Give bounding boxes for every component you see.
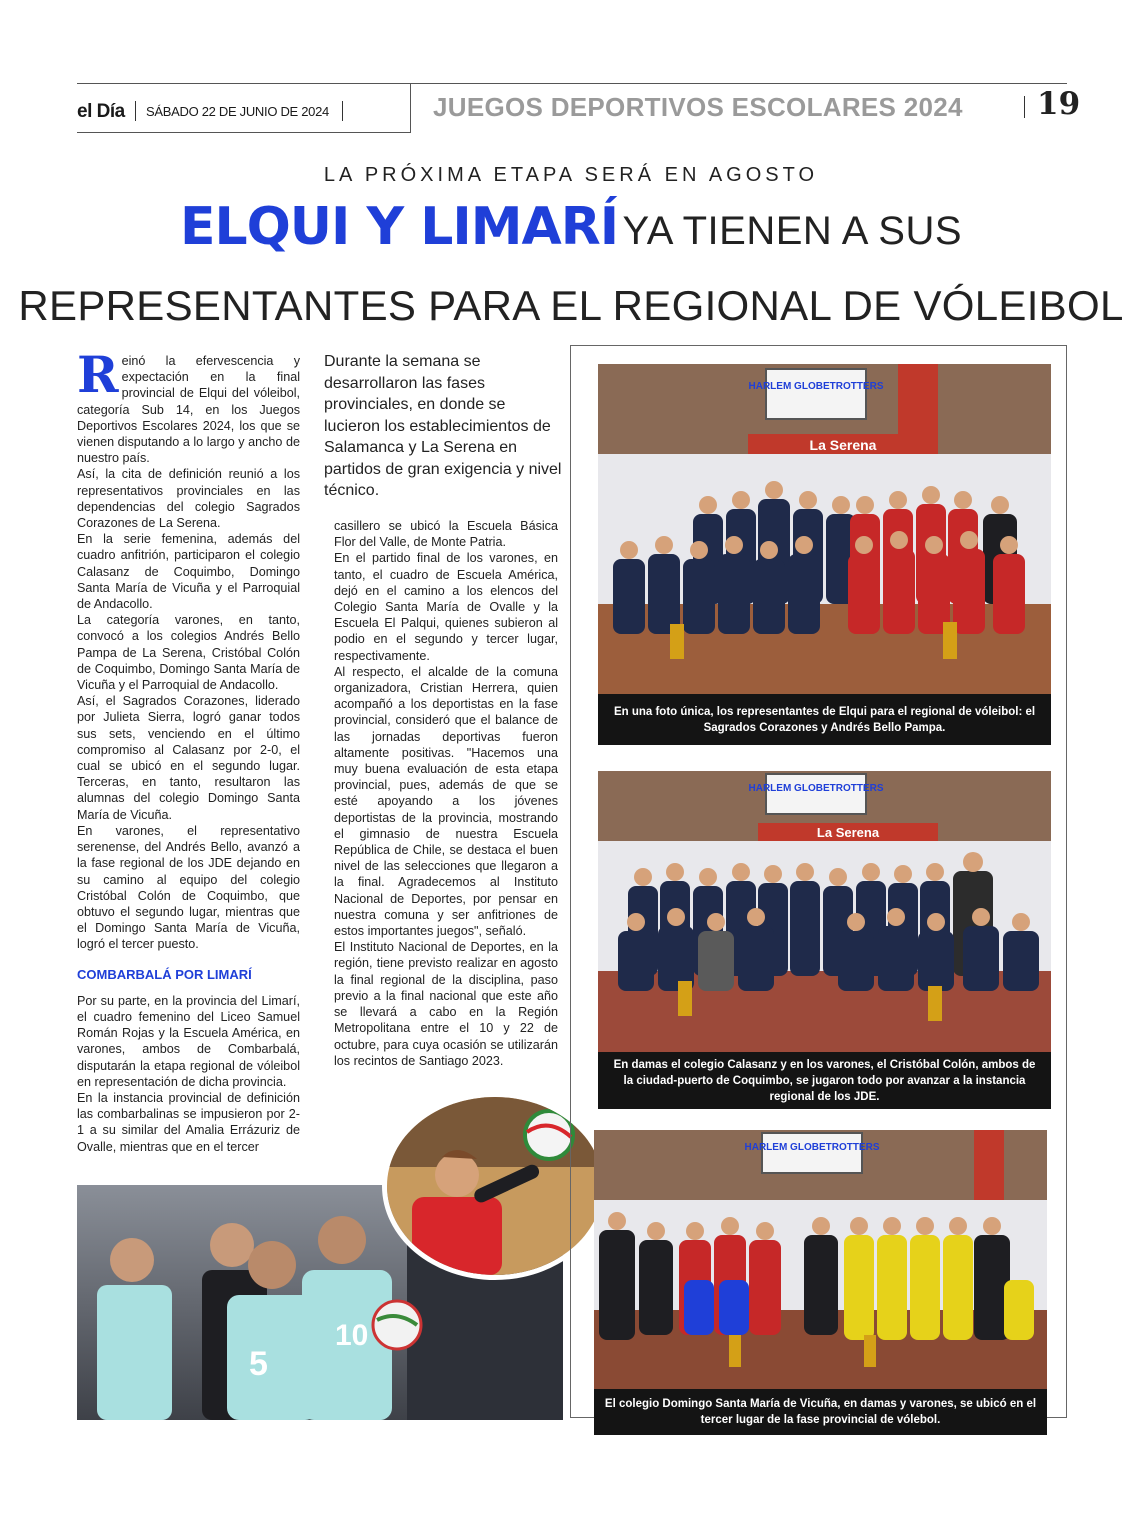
paragraph: Al respecto, el alcalde de la comuna organizadora, Cristian Herrera, quien acompañó a los deportistas en la fase provincial, consideró que el balance de las jornadas deportivas fueron altamente positivas. "Hacemos una muy buena evaluación de esta etapa provincial, pues, además de que se esté apoyando a los jóvenes deportistas de la provincia, mostrando el gimnasio de nuestra Escuela República de Chile, se destaca el buen nivel de las selecciones que llegaron a la final. Agradecemos al Instituto Nacional de Deportes, por pensar en nuestra comuna y ser anfitriones de estos importantes juegos", señaló. bbox=[334, 664, 558, 939]
header-separator bbox=[135, 101, 136, 121]
banner-text: La Serena bbox=[809, 437, 877, 453]
paragraph: En el partido final de los varones, en tanto, el cuadro de Escuela América, dejó en el camino a los elencos del Colegio Santa María de Ovalle y la Escuela El Palqui, quienes subieron al podio en el segundo y tercer lugar, respectivamente. bbox=[334, 551, 558, 663]
photo-caption-2: En damas el colegio Calasanz y en los varones, el Cristóbal Colón, ambos de la ciudad-puerto de Coquimbo, se jugaron todo por avanzar a la instancia regional de los JDE. bbox=[598, 1052, 1051, 1109]
paragraph: Así, el Sagrados Corazones, liderado por Julieta Sierra, logró ganar todos sus sets, venciendo en el último compromiso al Calasanz por 2-0, el cual se ubicó en el segundo lugar. Terceras, en tanto, resultaron las alumnas del colegio Domingo Santa María de Vicuña. bbox=[77, 694, 300, 822]
dropcap: R bbox=[77, 345, 119, 404]
header-separator bbox=[1024, 96, 1025, 118]
team-photo-3-illustration bbox=[594, 1130, 1047, 1389]
backboard-text: HARLEM GLOBETROTTERS bbox=[744, 1142, 880, 1153]
team-photo-2 bbox=[598, 771, 1051, 1052]
header-rule-bottom bbox=[77, 132, 410, 133]
team-photo-2-illustration bbox=[598, 771, 1051, 1052]
newspaper-logo: el Día bbox=[77, 101, 125, 122]
header-divider bbox=[410, 83, 411, 133]
backboard-text: HARLEM GLOBETROTTERS bbox=[748, 381, 884, 392]
subheading: COMBARBALÁ POR LIMARÍ bbox=[77, 966, 252, 982]
svg-text:10: 10 bbox=[335, 1319, 369, 1352]
page-number: 19 bbox=[1037, 86, 1081, 122]
paragraph: Así, la cita de definición reunió a los representativos provinciales en las dependencias del colegio Sagrados Corazones de La Serena. bbox=[77, 467, 300, 531]
kicker: LA PRÓXIMA ETAPA SERÁ EN AGOSTO bbox=[323, 164, 819, 186]
team-photo-3 bbox=[594, 1130, 1047, 1389]
paragraph: Reinó la efervescencia y expectación en la final provincial de Elqui del vóleibol, categoría Sub 14, en los Juegos Deportivos Escolares 2024, los que se vienen disputando a lo largo y ancho de nuestro país. bbox=[77, 345, 300, 466]
article-column-2 bbox=[334, 518, 558, 1069]
headline-rest: YA TIENEN A SUS bbox=[622, 209, 963, 253]
section-title: JUEGOS DEPORTIVOS ESCOLARES 2024 bbox=[433, 92, 963, 122]
photo-caption-3: El colegio Domingo Santa María de Vicuña, en damas y varones, se ubicó en el tercer lugar de la fase provincial de vólebol. bbox=[594, 1389, 1047, 1435]
headline-line1 bbox=[0, 197, 1142, 257]
header-rule-top bbox=[77, 83, 1067, 84]
svg-text:5: 5 bbox=[249, 1345, 268, 1383]
paragraph: En la serie femenina, además del cuadro anfitrión, participaron el colegio Calasanz de Coquimbo, Domingo Santa María de Vicuña y el Parroquial de Andacollo. bbox=[77, 532, 300, 612]
pull-quote: Durante la semana se desarrollaron las fases provinciales, en donde se lucieron los establecimientos de Salamanca y La Serena en partidos de gran exigencia y nivel técnico. bbox=[324, 353, 562, 499]
paragraph: En varones, el representativo serenense, del Andrés Bello, avanzó a la fase regional de los JDE dejando en su camino al equipo del colegio Cristóbal Colón de Coquimbo, que obtuvo el segundo lugar, mientras que el Domingo Santa María de Vicuña, logró el tercer puesto. bbox=[77, 823, 300, 952]
team-photo-1 bbox=[598, 364, 1051, 694]
headline-highlight: ELQUI Y LIMARÍ bbox=[179, 197, 619, 257]
backboard-text: HARLEM GLOBETROTTERS bbox=[748, 783, 884, 794]
header-separator bbox=[342, 101, 343, 121]
team-photo-1-illustration bbox=[598, 364, 1051, 694]
paragraph: El Instituto Nacional de Deportes, en la región, tiene previsto realizar en agosto la final regional de la disciplina, paso previo a la final nacional que este año se llevará a cabo en la Región Metropolitana entre el 10 y 22 de octubre, para cuya ocasión se utilizarán los recintos de Santiago 2023. bbox=[334, 940, 558, 1068]
paragraph: casillero se ubicó la Escuela Básica Flor del Valle, de Monte Patria. bbox=[334, 519, 558, 550]
paragraph: En la instancia provincial de definición las combarbalinas se impusieron por 2-1 a su similar del Amalia Errázuriz de Ovalle, mientras que en el tercer bbox=[77, 1090, 300, 1154]
headline-line2: REPRESENTANTES PARA EL REGIONAL DE VÓLEIBOL bbox=[18, 282, 1124, 329]
photo-caption-1: En una foto única, los representantes de Elqui para el regional de vóleibol: el Sagrados Corazones y Andrés Bello Pampa. bbox=[598, 694, 1051, 745]
paragraph: La categoría varones, en tanto, convocó a los colegios Andrés Bello Pampa de La Serena, Cristóbal Colón de Coquimbo, Domingo Santa María de Vicuña y el Parroquial de Andacollo. bbox=[77, 613, 300, 693]
article-column-1 bbox=[77, 345, 300, 1155]
issue-date: SÁBADO 22 DE JUNIO DE 2024 bbox=[146, 104, 329, 119]
paragraph: Por su parte, en la provincia del Limarí, el cuadro femenino del Liceo Samuel Román Rojas y la Escuela América, en varones, ambos de Combarbalá, disputarán la etapa regional de vóleibol en representación de dicha provincia. bbox=[77, 993, 300, 1089]
banner-text: La Serena bbox=[816, 825, 880, 840]
